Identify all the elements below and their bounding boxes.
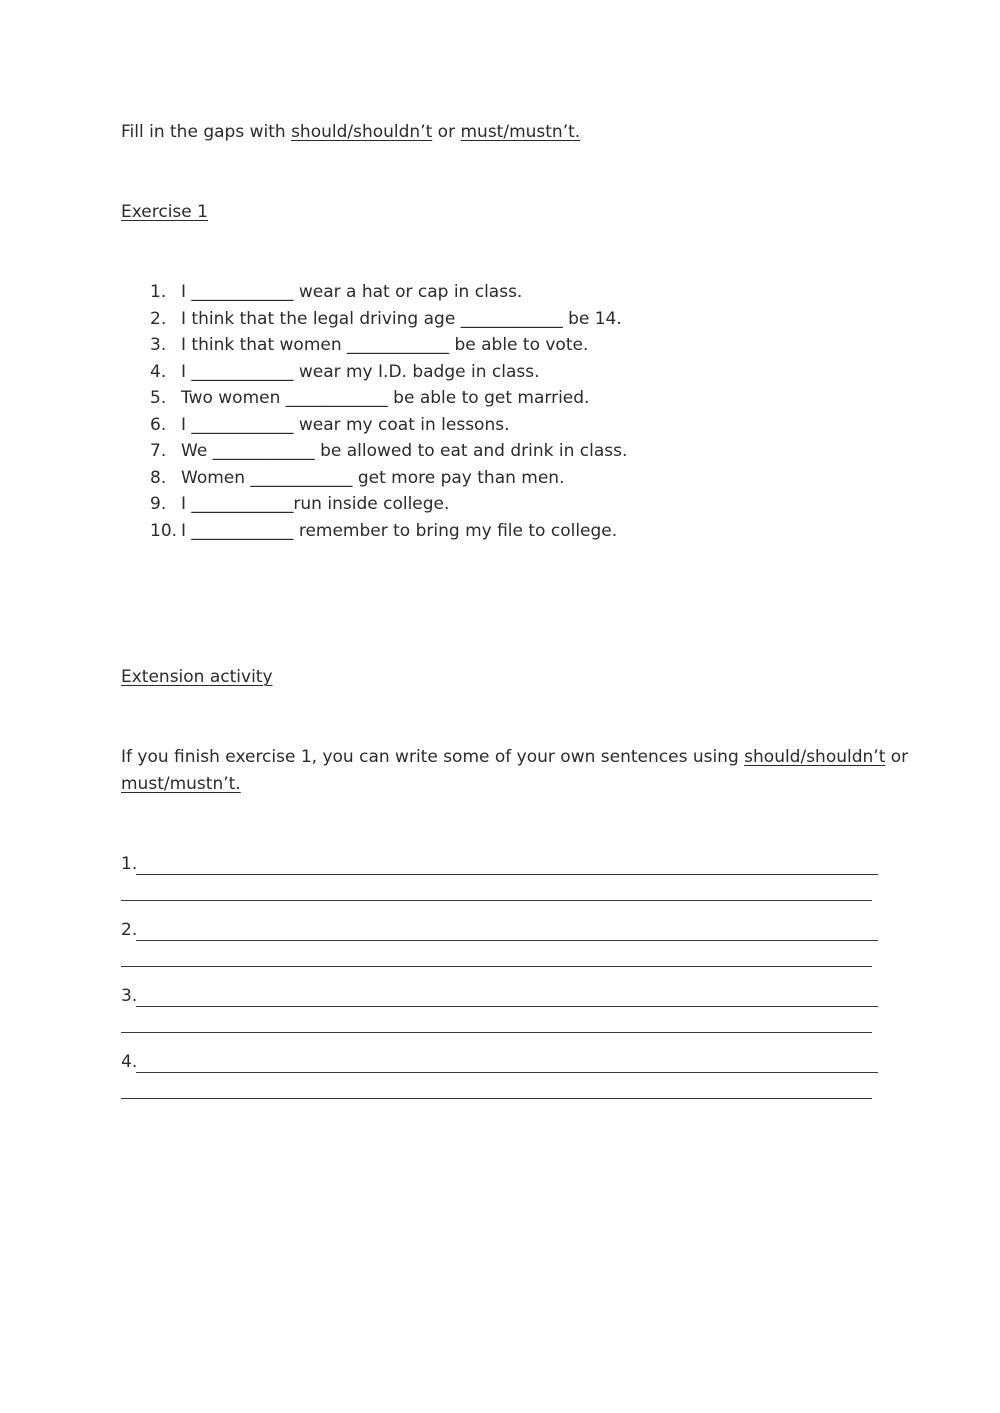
item-text-after: remember to bring my file to college. [293, 521, 618, 541]
item-text-before: I [181, 415, 192, 435]
line-number: 1. [121, 854, 138, 874]
item-text-before: I [181, 282, 192, 302]
item-number: 1. [150, 282, 167, 302]
exercise-item-9 [150, 494, 449, 514]
answer-line[interactable] [136, 874, 878, 875]
answer-blank[interactable]: ____________ [191, 521, 294, 541]
item-text-before: I think that women [181, 335, 348, 355]
item-text-after: be able to vote. [449, 335, 589, 355]
answer-blank[interactable]: ____________ [460, 309, 563, 329]
extension-joiner: or [885, 747, 909, 767]
item-text-after: wear a hat or cap in class. [293, 282, 523, 302]
item-number: 4. [150, 362, 167, 382]
item-text-before: I [181, 362, 192, 382]
answer-blank[interactable]: ____________ [212, 441, 315, 461]
exercise-item-7 [150, 441, 627, 461]
instruction-joiner: or [432, 122, 461, 142]
answer-blank[interactable]: ____________ [250, 468, 353, 488]
exercise-item-4 [150, 362, 540, 382]
writing-line-4[interactable] [121, 1052, 879, 1074]
instruction-prefix: Fill in the gaps with [121, 122, 292, 142]
exercise-1-heading: Exercise 1 [121, 202, 208, 222]
exercise-item-5 [150, 388, 589, 408]
extension-option-should: should/shouldn’t [744, 747, 886, 767]
item-number: 5. [150, 388, 167, 408]
exercise-item-1 [150, 282, 522, 302]
item-text-after: wear my coat in lessons. [293, 415, 510, 435]
item-number: 3. [150, 335, 167, 355]
item-text-after: be able to get married. [387, 388, 590, 408]
instruction-option-must: must/mustn’t. [460, 122, 581, 142]
answer-line-continuation[interactable] [121, 1032, 872, 1033]
extension-heading: Extension activity [121, 667, 273, 687]
line-number: 4. [121, 1052, 138, 1072]
writing-line-2[interactable] [121, 920, 879, 942]
answer-line[interactable] [136, 1006, 878, 1007]
line-number: 2. [121, 920, 138, 940]
item-number: 8. [150, 468, 167, 488]
line-number: 3. [121, 986, 138, 1006]
item-text-before: I [181, 521, 192, 541]
answer-blank[interactable]: ____________ [191, 415, 294, 435]
extension-instruction-line-1 [121, 747, 908, 767]
item-text-after: get more pay than men. [352, 468, 565, 488]
answer-blank[interactable]: ____________ [191, 282, 294, 302]
answer-line[interactable] [136, 1072, 878, 1073]
answer-blank[interactable]: ____________ [191, 362, 294, 382]
answer-line-continuation[interactable] [121, 1098, 872, 1099]
item-number: 6. [150, 415, 167, 435]
extension-option-must: must/mustn’t. [121, 774, 241, 794]
exercise-item-10 [150, 521, 617, 541]
item-text-before: I think that the legal driving age [181, 309, 461, 329]
answer-blank[interactable]: ____________ [191, 494, 294, 514]
item-text-after: wear my I.D. badge in class. [293, 362, 540, 382]
item-text-after: be allowed to eat and drink in class. [314, 441, 628, 461]
answer-blank[interactable]: ____________ [347, 335, 450, 355]
item-number: 9. [150, 494, 167, 514]
item-text-before: I [181, 494, 192, 514]
item-text-before: Two women [181, 388, 286, 408]
item-number: 10. [150, 521, 178, 541]
answer-line[interactable] [136, 940, 878, 941]
answer-line-continuation[interactable] [121, 900, 872, 901]
exercise-item-3 [150, 335, 588, 355]
extension-text: If you finish exercise 1, you can write some of your own sentences using [121, 747, 745, 767]
exercise-item-6 [150, 415, 510, 435]
answer-line-continuation[interactable] [121, 966, 872, 967]
answer-blank[interactable]: ____________ [285, 388, 388, 408]
exercise-item-8 [150, 468, 565, 488]
instruction-text [121, 122, 580, 142]
item-number: 2. [150, 309, 167, 329]
exercise-item-2 [150, 309, 622, 329]
item-number: 7. [150, 441, 167, 461]
item-text-after: run inside college. [293, 494, 450, 514]
writing-line-1[interactable] [121, 854, 879, 876]
item-text-after: be 14. [562, 309, 622, 329]
instruction-option-should: should/shouldn’t [291, 122, 433, 142]
item-text-before: We [181, 441, 213, 461]
item-text-before: Women [181, 468, 251, 488]
writing-line-3[interactable] [121, 986, 879, 1008]
